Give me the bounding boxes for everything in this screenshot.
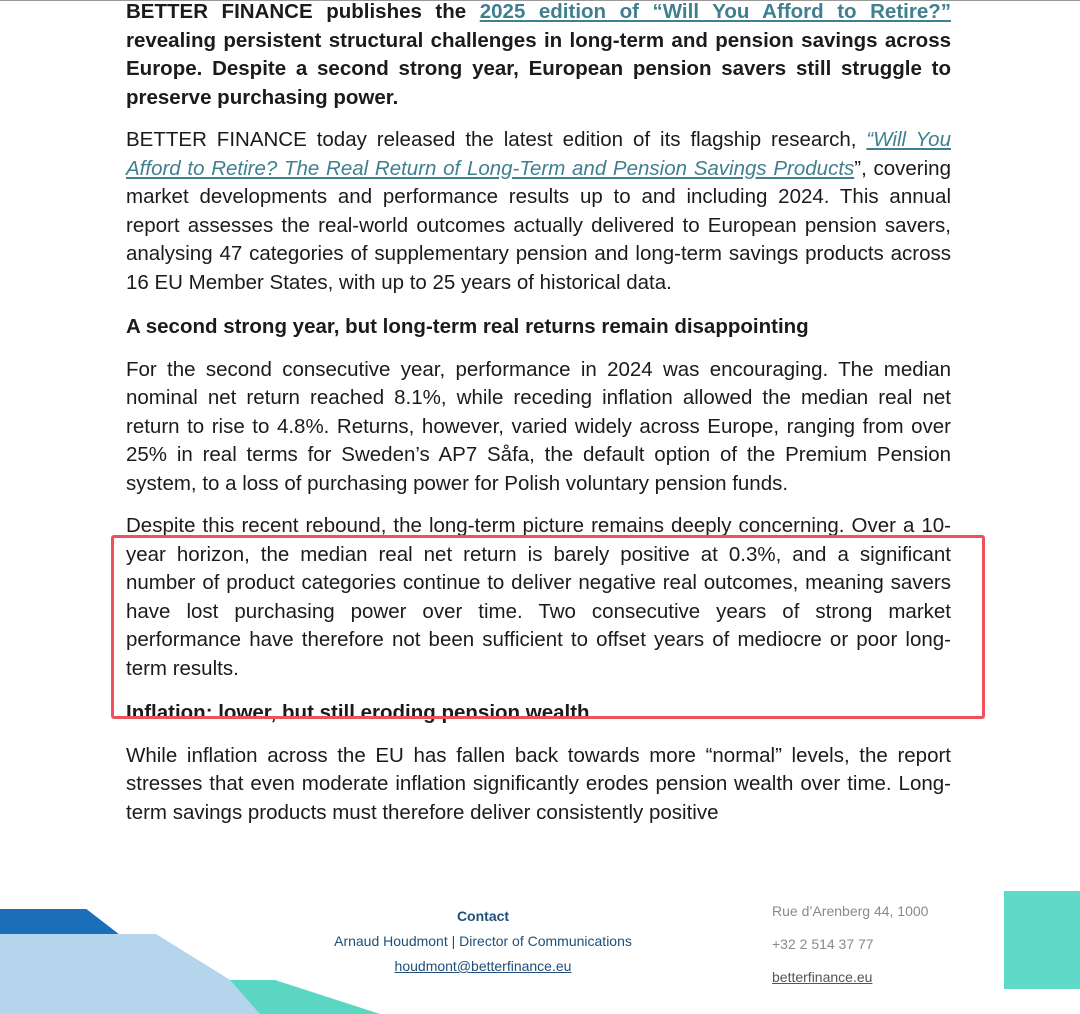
report-title-link[interactable]: “Will You Afford to Retire? The Real Return of Long-Term and Pension Savings Products bbox=[126, 128, 951, 180]
long-term-paragraph: Despite this recent rebound, the long-term picture remains deeply concerning. Over a 10-year horizon, the median real net return is barely positive at 0.3%, and a significant number of product categories continue to deliver negative real outcomes, meaning savers have lost purchasing power over time. Two consecutive years of strong market performance have therefore not been sufficient to offset years of mediocre or poor long-term results. bbox=[126, 514, 951, 680]
lead-paragraph: BETTER FINANCE publishes the 2025 edition of “Will You Afford to Retire?” revealing persistent structural challenges in long-term and pension savings across Europe. Despite a second strong year, European pension savers still struggle to preserve purchasing power. bbox=[126, 0, 951, 109]
report-link[interactable]: 2025 edition of “Will You Afford to Retire?” bbox=[479, 0, 951, 23]
contact-title: Contact bbox=[456, 908, 510, 924]
website-link[interactable]: betterfinance.eu bbox=[772, 969, 873, 985]
footer-decor-dark-blue bbox=[0, 909, 120, 935]
address-line: Rue d’Arenberg 44, 1000 bbox=[772, 903, 929, 919]
intro-paragraph: BETTER FINANCE today released the latest edition of its flagship research, “Will You Afford to Retire? The Real Return of Long-Term and Pension Savings Products”, covering market developments and performance results up to and including 2024. This annual report assesses the real-world outcomes actually delivered to European pension savers, analysing 47 categories of supplementary pension and long-term savings products across 16 EU Member States, with up to 25 years of historical data. bbox=[126, 128, 951, 294]
returns-paragraph: For the second consecutive year, performance in 2024 was encouraging. The median nominal net return reached 8.1%, while receding inflation allowed the median real net return to rise to 4.8%. Returns, however, varied widely across Europe, ranging from over 25% in real terms for Sweden’s AP7 Såfa, the default option of the Premium Pension system, to a loss of purchasing power for Polish voluntary pension funds. bbox=[126, 357, 951, 495]
page-footer bbox=[0, 890, 1080, 1014]
press-release-body bbox=[126, 0, 951, 827]
contact-email-link[interactable]: houdmont@betterfinance.eu bbox=[394, 958, 572, 974]
phone-number: +32 2 514 37 77 bbox=[772, 936, 874, 952]
contact-person: Arnaud Houdmont | Director of Communications bbox=[334, 933, 632, 949]
inflation-paragraph: While inflation across the EU has fallen back towards more “normal” levels, the report stresses that even moderate inflation significantly erodes pension wealth over time. Long-term savings products must therefore deliver consistently positive bbox=[126, 743, 951, 824]
section-heading-inflation: Inflation: lower, but still eroding pension wealth bbox=[126, 701, 590, 724]
footer-decor-teal-right bbox=[1004, 891, 1080, 989]
contact-block bbox=[300, 904, 666, 979]
section-heading-returns: A second strong year, but long-term real returns remain disappointing bbox=[126, 315, 809, 338]
address-block bbox=[772, 903, 928, 1002]
